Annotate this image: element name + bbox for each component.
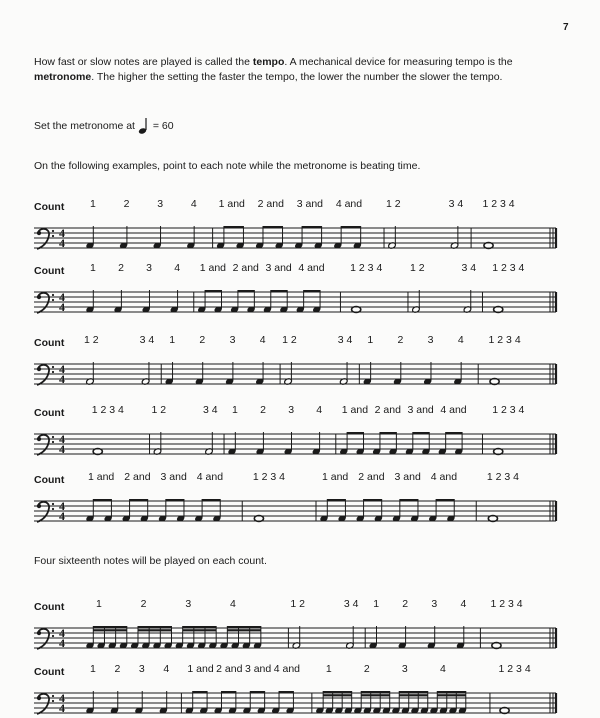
beam — [446, 432, 462, 434]
count-number: 1 — [90, 198, 96, 210]
music-line — [34, 404, 556, 456]
beam — [323, 694, 352, 696]
page-number: 7 — [563, 22, 569, 33]
beam — [302, 226, 322, 228]
beam — [193, 691, 207, 693]
count-label: Count — [34, 265, 65, 277]
beam — [271, 290, 287, 292]
svg-text:4: 4 — [59, 499, 65, 513]
count-number: 1 2 — [409, 262, 425, 274]
beam — [205, 290, 221, 292]
music-line — [34, 598, 556, 650]
count-number: 3 and — [160, 471, 187, 483]
bass-clef-icon — [37, 435, 54, 455]
beam — [347, 432, 363, 434]
count-number: 1 — [373, 598, 380, 610]
count-number: 1 and — [88, 471, 115, 483]
sixteenth-instruction-text: Four sixteenth notes will be played on each count. — [34, 555, 267, 567]
svg-text:4: 4 — [59, 300, 65, 314]
count-number: 3 — [427, 334, 434, 346]
count-number: 4 — [460, 598, 467, 610]
instruction-text: On the following examples, point to each note while the metronome is beating time. — [34, 160, 421, 172]
beam — [183, 629, 217, 631]
count-label: Count — [34, 201, 65, 213]
count-number: 1 2 3 4 — [488, 334, 521, 346]
beam — [437, 691, 466, 693]
beam — [221, 691, 235, 693]
count-number: 4 — [439, 663, 446, 675]
time-signature-4-4 — [59, 626, 65, 650]
bass-clef-icon — [37, 229, 54, 249]
count-number: 1 2 3 4 — [91, 404, 124, 416]
count-number: 1 2 — [386, 198, 401, 210]
count-number: 1 2 — [290, 598, 306, 610]
beam — [399, 694, 428, 696]
count-number: 3 and — [265, 262, 292, 274]
svg-text:4: 4 — [59, 290, 65, 304]
count-number: 1 and — [341, 404, 369, 416]
beam — [93, 629, 127, 631]
count-number: 1 — [169, 334, 176, 346]
count-number: 3 — [401, 663, 408, 675]
count-number: 1 2 3 4 — [252, 471, 286, 483]
count-number: 4 and — [430, 471, 458, 483]
bass-clef-icon — [37, 293, 54, 313]
count-number: 3 and — [394, 471, 421, 483]
count-number: 3 — [157, 198, 164, 210]
beam — [93, 499, 111, 501]
beam — [361, 691, 390, 693]
count-number: 1 — [90, 262, 96, 274]
count-number: 4 — [230, 598, 236, 610]
count-number: 1 — [367, 334, 374, 346]
beam — [327, 499, 345, 501]
time-signature-4-4 — [59, 290, 65, 314]
metronome-suffix: = 60 — [152, 119, 174, 132]
time-signature-4-4 — [59, 362, 65, 386]
count-number: 1 2 3 4 — [490, 598, 523, 610]
count-number: 1 — [90, 663, 96, 675]
count-number: 1 2 3 4 — [350, 262, 383, 274]
count-number: 4 and — [273, 663, 301, 675]
count-number: 4 and — [196, 471, 224, 483]
svg-text:4: 4 — [59, 509, 65, 523]
count-number: 3 — [146, 262, 153, 274]
count-number: 1 — [325, 663, 332, 675]
beam — [130, 499, 148, 501]
count-number: 4 and — [335, 198, 363, 210]
intro-text-3: . The higher the setting the faster the tempo, the lower the number the slower the tempo. — [91, 70, 503, 83]
beam — [227, 626, 261, 628]
svg-text:4: 4 — [59, 432, 65, 446]
count-number: 2 — [260, 404, 266, 416]
svg-text:4: 4 — [59, 701, 65, 715]
beam — [202, 499, 220, 501]
count-number: 1 2 3 4 — [486, 471, 520, 483]
count-number: 3 4 — [139, 334, 155, 346]
count-number: 4 — [190, 198, 197, 210]
svg-text:4: 4 — [59, 236, 65, 250]
metronome-prefix: Set the metronome at — [34, 119, 135, 132]
count-number: 4 — [457, 334, 464, 346]
count-number: 1 2 — [84, 334, 99, 346]
count-number: 2 and — [216, 663, 243, 675]
count-number: 3 4 — [343, 598, 359, 610]
count-number: 2 — [123, 198, 130, 210]
bass-clef-icon — [37, 365, 54, 385]
beam — [361, 694, 390, 696]
intro-text-1: How fast or slow notes are played is called the — [34, 56, 253, 68]
time-signature-4-4 — [59, 499, 65, 523]
svg-text:4: 4 — [59, 442, 65, 456]
count-number: 1 — [96, 598, 102, 610]
count-number: 1 2 — [151, 404, 167, 416]
svg-text:4: 4 — [59, 691, 65, 705]
count-label: Count — [34, 474, 65, 486]
beam — [437, 694, 466, 696]
beam — [224, 226, 244, 228]
beam — [263, 226, 283, 228]
count-label: Count — [34, 337, 65, 349]
count-number: 1 2 3 4 — [482, 198, 515, 210]
music-line — [34, 262, 556, 314]
music-line — [34, 334, 556, 386]
bass-clef-icon — [37, 629, 54, 649]
svg-text:4: 4 — [59, 636, 65, 650]
count-number: 1 and — [199, 262, 227, 274]
count-number: 2 — [363, 663, 370, 675]
beam — [166, 499, 184, 501]
count-number: 4 — [259, 334, 266, 346]
beam — [304, 290, 320, 292]
beam — [380, 432, 396, 434]
intro-text-2: . A mechanical device for measuring tempo is the — [284, 56, 513, 68]
bass-clef-icon — [37, 502, 54, 522]
count-number: 1 and — [187, 663, 214, 675]
count-number: 1 — [232, 404, 238, 416]
count-number: 2 and — [124, 471, 151, 483]
count-number: 1 and — [322, 471, 349, 483]
count-number: 2 and — [374, 404, 401, 416]
count-number: 3 — [431, 598, 438, 610]
count-number: 4 — [316, 404, 323, 416]
count-number: 2 — [114, 663, 121, 675]
metronome-term: metronome — [34, 70, 92, 83]
count-number: 2 and — [358, 471, 385, 483]
count-number: 3 4 — [337, 334, 353, 346]
bass-clef-icon — [37, 694, 54, 714]
count-number: 3 and — [296, 198, 324, 210]
count-label: Count — [34, 601, 65, 613]
count-number: 1 2 3 4 — [498, 663, 531, 675]
count-number: 3 and — [244, 663, 272, 675]
time-signature-4-4 — [59, 432, 65, 456]
count-label: Count — [34, 666, 65, 678]
beam — [138, 626, 172, 628]
time-signature-4-4 — [59, 226, 65, 250]
music-line — [34, 198, 556, 250]
beam — [227, 629, 261, 631]
beam — [323, 691, 352, 693]
count-number: 1 2 3 4 — [492, 262, 525, 274]
count-number: 2 — [199, 334, 206, 346]
count-number: 4 and — [298, 262, 325, 274]
music-line — [34, 471, 556, 523]
count-number: 2 — [118, 262, 124, 274]
svg-text:4: 4 — [59, 226, 65, 240]
beam — [399, 691, 428, 693]
count-number: 2 and — [232, 262, 259, 274]
beam — [400, 499, 418, 501]
count-number: 1 2 — [282, 334, 297, 346]
count-number: 1 and — [218, 198, 245, 210]
beam — [364, 499, 382, 501]
count-number: 3 4 — [461, 262, 477, 274]
svg-text:4: 4 — [59, 362, 65, 376]
count-number: 3 — [229, 334, 236, 346]
beam — [138, 629, 172, 631]
svg-text:4: 4 — [59, 372, 65, 386]
count-number: 3 — [288, 404, 295, 416]
beam — [93, 626, 127, 628]
beam — [341, 226, 361, 228]
count-number: 2 — [140, 598, 147, 610]
count-number: 3 — [185, 598, 192, 610]
time-signature-4-4 — [59, 691, 65, 715]
beam — [436, 499, 454, 501]
count-number: 3 4 — [448, 198, 464, 210]
count-number: 2 and — [257, 198, 284, 210]
beam — [279, 691, 293, 693]
count-number: 3 4 — [203, 404, 218, 416]
tempo-term: tempo — [252, 56, 285, 68]
beam — [183, 626, 217, 628]
svg-text:4: 4 — [59, 626, 65, 640]
count-number: 3 and — [407, 404, 434, 416]
count-number: 2 — [402, 598, 409, 610]
count-number: 4 and — [440, 404, 467, 416]
count-number: 3 — [138, 663, 145, 675]
music-line — [34, 663, 556, 715]
beam — [238, 290, 254, 292]
count-number: 2 — [397, 334, 404, 346]
count-number: 4 — [174, 262, 181, 274]
count-number: 4 — [163, 663, 170, 675]
beam — [250, 691, 264, 693]
count-number: 1 2 3 4 — [492, 404, 525, 416]
count-label: Count — [34, 407, 65, 419]
beam — [413, 432, 429, 434]
